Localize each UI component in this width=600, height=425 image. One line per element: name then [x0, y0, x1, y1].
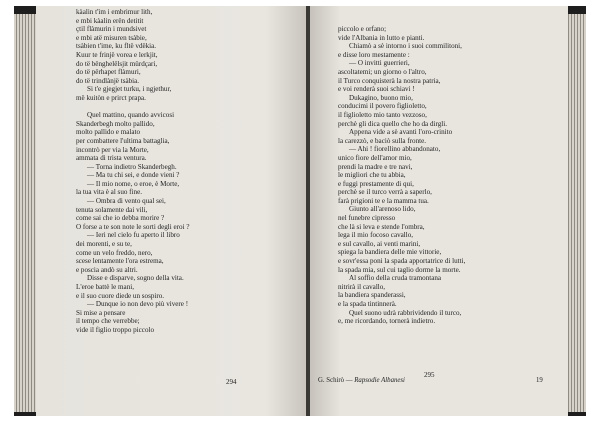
text-line: më kuitòn e prirct prapa.: [76, 93, 146, 102]
text-line: vide il figlio troppo piccolo: [76, 325, 155, 334]
text-line: la spada mia, sul cui taglio dorme la morte.: [338, 265, 461, 274]
text-line: come sai che io debba morire ?: [76, 214, 165, 223]
text-line: ammata di trista ventura.: [76, 154, 147, 163]
text-line: Skanderbegh molto pallido,: [76, 119, 155, 128]
text-line: farà prigioni te e la mamma tua.: [338, 196, 429, 205]
text-line: lega il mio focoso cavallo,: [338, 231, 414, 240]
text-line: piccolo e orfano;: [338, 25, 387, 33]
text-line: [76, 103, 296, 112]
text-line: tsàbien t'ime, ku fltë vdëkia.: [76, 42, 157, 51]
text-line: perchè se il turco verrà a saperlo,: [338, 188, 432, 197]
text-line: e fuggi prestamente di qui,: [338, 179, 414, 188]
text-line: la carezzò, e baciò sulla fronte.: [338, 136, 427, 145]
left-page: [36, 6, 306, 416]
text-line: Giunto all'arenoso lido,: [349, 205, 416, 214]
text-line: nel funebre cipresso: [338, 214, 396, 223]
text-line: tenuta solamente dai vili,: [76, 205, 148, 214]
text-line: spiega la bandiera delle mie vittorie,: [338, 248, 442, 257]
footer-author: G. Schirò: [318, 377, 345, 384]
text-line: dei morenti, e su te,: [76, 240, 132, 249]
text-line: e il suo cuore diede un sospiro.: [76, 291, 165, 300]
text-line: molto pallido e malato: [76, 128, 141, 137]
text-line: e la spada tintinnerà.: [338, 300, 397, 308]
text-line: — Dunque io non devo più vivere !: [87, 300, 189, 309]
text-line: e voi renderà suoi schiavi !: [338, 85, 415, 94]
right-page: [310, 6, 568, 416]
text-line: e sovr'essa poni la spada apportatrice di lutti,: [338, 257, 466, 266]
text-line: vide l'Albania in lutto e pianti.: [338, 33, 425, 42]
text-line: il Turco conquisterà la nostra patria,: [338, 76, 441, 85]
text-line: le migliori che tu abbia,: [338, 171, 406, 180]
page-stack-right: [568, 14, 586, 412]
page-stack-left: [14, 14, 36, 412]
text-line: Appena vide a sè avanti l'oro-crinito: [349, 128, 453, 137]
text-line: Si mise a pensare: [76, 308, 126, 317]
text-line: e mbi kàalin erën detitit: [76, 16, 144, 25]
text-line: Quel mattino, quando avvicosi: [87, 111, 175, 120]
text-line: — Ieri nel cielo fu aperto il libro: [87, 231, 180, 240]
text-line: incontrò per via la Morte,: [76, 145, 149, 154]
text-line: il figlioletto mio tanto vezzoso,: [338, 110, 427, 119]
text-line: scese lentamente l'ora estrema,: [76, 257, 164, 266]
right-page-number: 295: [424, 371, 435, 379]
text-line: Chiamò a sè intorno i suoi commilitoni,: [349, 42, 462, 51]
text-line: nitrirà il cavallo,: [338, 282, 386, 291]
text-line: la bandiera spanderassi,: [338, 291, 406, 300]
left-page-number: 294: [226, 378, 237, 386]
text-line: — Il mio nome, o eroe, è Morte,: [87, 179, 180, 188]
text-line: conducimi il povero figlioletto,: [338, 102, 427, 111]
running-footer: G. Schirò — Rapsodie Albanesi 19: [318, 377, 543, 384]
right-page-text: [338, 25, 558, 326]
text-line: la tua vita è al suo fine.: [76, 188, 142, 197]
text-line: do të trindlànjë tsàbia.: [76, 76, 140, 85]
text-line: e mbi atë misuren tsàbie,: [76, 33, 147, 42]
text-line: — Ombra di vento qual sei,: [87, 197, 166, 206]
text-line: Quel suono udrà rabbrividendo il turco,: [349, 308, 462, 317]
text-line: e poscia andò su altri.: [76, 265, 138, 274]
text-line: ascoltatemi; un giorno o l'altro,: [338, 67, 427, 76]
text-line: e disse loro mestamente :: [338, 50, 410, 59]
text-line: Al soffio della cruda tramontana: [349, 274, 442, 283]
text-line: O forse a te son note le sorti degli eroi ?: [76, 222, 190, 231]
text-line: il tempo che verrebbe;: [76, 317, 140, 326]
text-line: Si t'e gjegjet turku, i ngjethur,: [87, 85, 172, 94]
text-line: kàalin t'ìm i embrimur lith,: [76, 8, 153, 16]
text-line: — O invitti guerrieri,: [349, 59, 410, 68]
text-line: Disse e disparve, sogno della vita.: [87, 274, 184, 283]
text-line: per combattere l'ultima battaglia,: [76, 136, 170, 145]
text-line: do të bënghelëlsjit mürdçari,: [76, 59, 158, 68]
text-line: Kuur te frinjë vorea e lerkjit,: [76, 50, 158, 59]
left-page-text: [76, 8, 296, 335]
text-line: L'eroe battè le mani,: [76, 283, 135, 291]
text-line: e sul cavallo, ai venti marini,: [338, 239, 421, 248]
text-line: Dukagino, buono mio,: [349, 93, 413, 102]
text-line: perchè gli dica quello che ho da dirgli.: [338, 119, 447, 128]
footer-title: Rapsodie Albanesi: [354, 377, 405, 384]
text-line: — Ma tu chi sei, e donde vieni ?: [87, 171, 180, 180]
text-line: che là si leva e stende l'ombra,: [338, 222, 425, 231]
text-line: unico fiore dell'amor mio,: [338, 153, 412, 162]
open-book: [14, 6, 586, 416]
text-line: do të përhapet flàmuri,: [76, 68, 141, 77]
text-line: e, me ricordando, tornerà indietro.: [338, 317, 436, 326]
text-line: prendi la madre e tre navi,: [338, 162, 413, 171]
text-line: — Ahi ! fiorellino abbandonato,: [349, 145, 441, 154]
text-line: — Torna indietro Skanderbegh.: [87, 162, 177, 171]
signature-mark: 19: [536, 377, 543, 384]
text-line: çtil flàmurin i mundsivet: [76, 25, 147, 34]
text-line: come un velo freddo, nero,: [76, 248, 153, 257]
